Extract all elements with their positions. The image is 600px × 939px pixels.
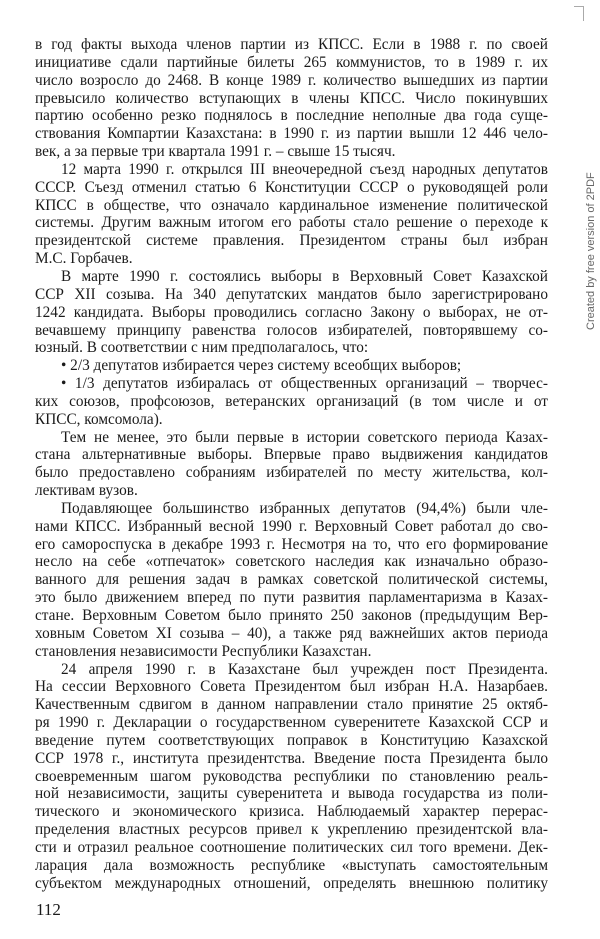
text-line: субъектом международных отношений, определять внешнюю политику xyxy=(35,874,548,892)
text-line: партию особенно резко поднялось в последние неполные два года суще- xyxy=(35,107,548,125)
text-line: стане. Верховным Советом было принято 250 законов (предыдущим Вер- xyxy=(35,607,548,624)
text-line: Тем не менее, это были первые в истории советского периода Казах- xyxy=(61,428,548,446)
text-line: своевременным шагом руководства республики по становлению реаль- xyxy=(35,767,548,785)
text-line: ря 1990 г. Декларации о государственном суверенитете Казахской ССР и xyxy=(35,714,548,732)
text-line: число возросло до 2468. В конце 1989 г. количество вышедших из партии xyxy=(35,71,548,89)
text-line: КПСС в обществе, что означало кардинальное изменение политической xyxy=(35,196,548,214)
text-line: его самороспуска в декабре 1993 г. Несмотря на то, что его формирование xyxy=(35,535,548,553)
body-text xyxy=(35,36,548,893)
text-line: вечавшему принципу равенства голосов избирателей, повторявшему со- xyxy=(35,321,548,339)
text-line: В марте 1990 г. состоялись выборы в Верховный Совет Казахской xyxy=(61,267,548,285)
text-line: 24 апреля 1990 г. в Казахстане был учрежден пост Президента. xyxy=(61,660,548,678)
text-line: пределения властных ресурсов привел к укреплению президентской вла- xyxy=(35,821,548,839)
text-line: На сессии Верховного Совета Президентом был избран Н.А. Назарбаев. xyxy=(35,678,548,696)
text-line: • 2/3 депутатов избирается через систему всеобщих выборов; xyxy=(61,357,462,375)
watermark: Created by free version of 2PDF xyxy=(585,172,597,330)
text-line: было предоставлено собраниям избирателей по месту жительства, кол- xyxy=(35,464,548,482)
text-line: ванного для решения задач в рамках советской политической системы, xyxy=(35,571,548,589)
text-line: становления независимости Республики Казахстан. xyxy=(35,642,372,660)
text-line: • 1/3 депутатов избиралась от общественных организаций – творчес- xyxy=(61,375,548,393)
text-line: Подавляющее большинство избранных депутатов (94,4%) были чле- xyxy=(61,499,548,517)
text-line: ких союзов, профсоюзов, ветеранских организаций (в том числе и от xyxy=(35,392,548,410)
text-line: инициативе сдали партийные билеты 265 коммунистов, то в 1989 г. их xyxy=(35,53,548,71)
text-line: введение путем соответствующих поправок в Конституцию Казахской xyxy=(35,731,548,749)
text-line: ховным Советом XI созыва – 40), а также ряд важнейших актов периода xyxy=(35,624,548,642)
text-line: это было движением вперед по пути развития парламентаризма в Казах- xyxy=(35,589,548,607)
text-line: в год факты выхода членов партии из КПСС. Если в 1988 г. по своей xyxy=(35,36,548,53)
text-line: Качественным сдвигом в данном направлении стало принятие 25 октяб- xyxy=(35,696,548,714)
text-line: ССР 1978 г., института президентства. Введение поста Президента было xyxy=(35,749,548,767)
text-line: ларация дала возможность республике «выступать самостоятельным xyxy=(35,856,548,874)
text-line: лективам вузов. xyxy=(35,482,138,500)
text-line: превысило количество вступающих в члены КПСС. Число покинувших xyxy=(35,89,548,107)
text-line: нами КПСС. Избранный весной 1990 г. Верховный Совет работал до сво- xyxy=(35,517,548,535)
text-line: век, а за первые три квартала 1991 г. – свыше 15 тысяч. xyxy=(35,143,396,161)
text-line: несло на себе «отпечаток» советского наследия как изначально образо- xyxy=(35,553,548,571)
scan-corner-mark xyxy=(574,6,584,21)
text-line: ствования Компартии Казахстана: в 1990 г. из партии вышли 12 446 чело- xyxy=(35,125,548,143)
text-line: ССР XII созыва. На 340 депутатских мандатов было зарегистрировано xyxy=(35,285,548,303)
text-line: ной независимости, защиты суверенитета и вывода государства из поли- xyxy=(35,785,548,803)
text-line: СССР. Съезд отменил статью 6 Конституции СССР о руководящей роли xyxy=(35,178,548,196)
text-line: стана альтернативные выборы. Впервые право выдвижения кандидатов xyxy=(35,446,548,464)
text-line: системы. Другим важным итогом его работы стало решение о переходе к xyxy=(35,214,548,232)
text-line: М.С. Горбачев. xyxy=(35,250,133,268)
text-line: 1242 кандидата. Выборы проводились согласно Закону о выборах, не от- xyxy=(35,303,548,321)
text-line: президентской системе правления. Президентом страны был избран xyxy=(35,232,548,250)
text-line: 12 марта 1990 г. открылся III внеочередной съезд народных депутатов xyxy=(61,160,548,178)
text-line: КПСС, комсомола). xyxy=(35,410,163,428)
text-line: тического и экономического кризиса. Наблюдаемый характер перерас- xyxy=(35,803,548,821)
text-line: сти и отразил реальное соотношение политических сил того времени. Дек- xyxy=(35,838,548,856)
page-number: 112 xyxy=(36,900,61,919)
text-line: юзный. В соответствии с ним предполагалось, что: xyxy=(35,339,369,357)
